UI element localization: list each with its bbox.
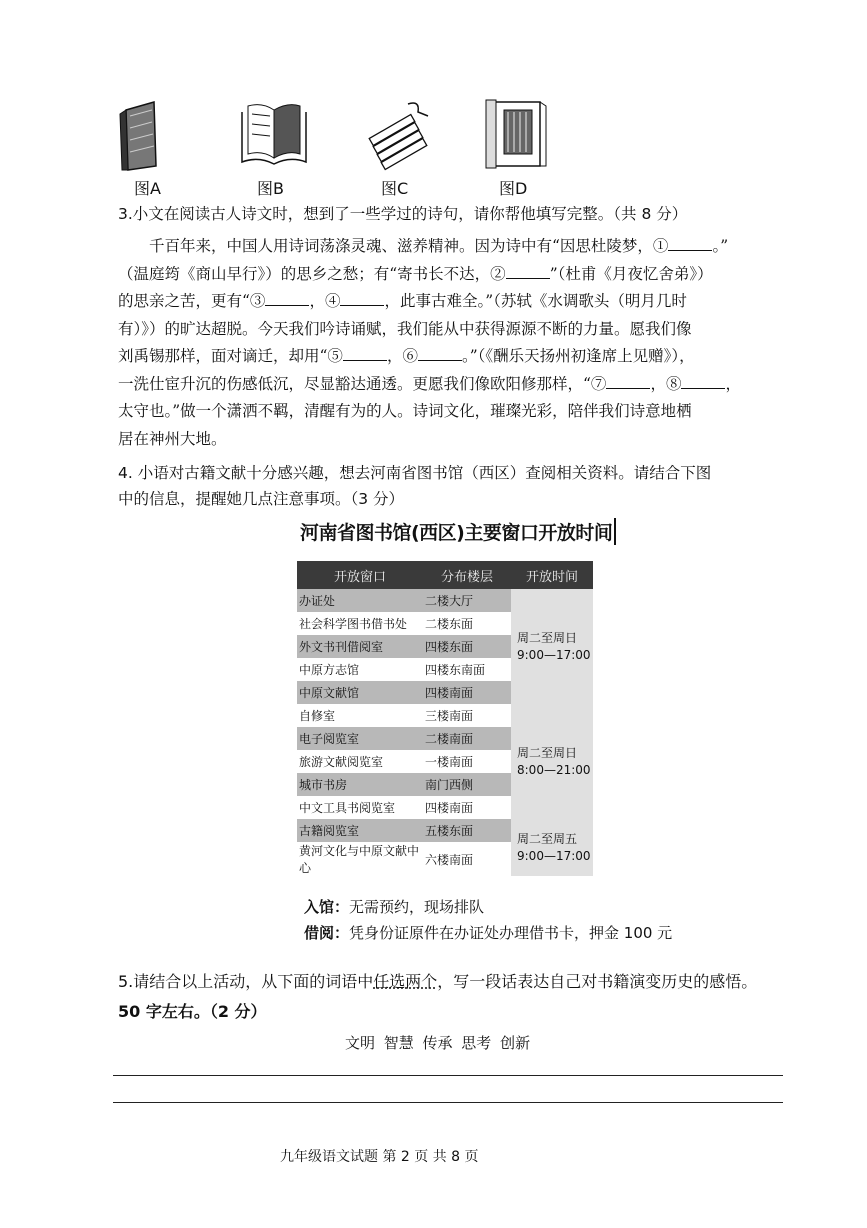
blank-8[interactable]	[681, 374, 725, 389]
floor-location: 三楼南面	[425, 709, 474, 723]
q5-text: ，写一段话表达自己对书籍演变历史的感悟。	[437, 972, 758, 991]
window-name: 办证处	[297, 589, 423, 612]
opening-hours	[511, 704, 593, 819]
question-4-heading-line1: 4. 小语对古籍文献十分感兴趣，想去河南省图书馆（西区）查阅相关资料。请结合下图	[118, 464, 712, 482]
window-name: 黄河文化与中原文献中心	[299, 844, 420, 875]
blank-4[interactable]	[340, 291, 384, 306]
q5-text: 5.请结合以上活动，从下面的词语中	[118, 972, 374, 991]
opening-time: 8:00—21:00	[517, 762, 591, 777]
window-name: 城市书房	[297, 773, 423, 796]
floor-location: 南门西侧	[423, 773, 511, 796]
passage-text: ，此事古难全。”（苏轼《水调歌头（明月几时	[384, 292, 687, 310]
table-header-row	[297, 561, 593, 589]
passage-text: ，⑧	[650, 374, 682, 393]
floor-location: 四楼东面	[423, 635, 511, 658]
column-header: 分布楼层	[423, 561, 511, 589]
blank-2[interactable]	[506, 264, 550, 279]
window-name: 中原方志馆	[299, 663, 360, 677]
window-name: 外文书刊借阅室	[297, 635, 423, 658]
figure-caption-b: 图B	[257, 179, 284, 198]
figure-caption-c: 图C	[381, 179, 409, 198]
passage-text: 一洗仕宦升沉的伤感低沉，尽显豁达通透。更愿我们像欧阳修那样，“⑦	[118, 374, 607, 393]
borrow-label: 借阅：	[304, 924, 350, 942]
passage-text: ，⑥	[386, 347, 418, 365]
question-5-line2: 50 字左右。（2 分）	[118, 1002, 267, 1021]
floor-location: 二楼东面	[425, 617, 474, 631]
book-icon	[114, 96, 194, 172]
page-footer: 九年级语文试题 第 2 页 共 8 页	[280, 1149, 479, 1165]
question-3-heading: 3.小文在阅读古人诗文时，想到了一些学过的诗句，请你帮他填写完整。（共 8 分）	[118, 205, 688, 223]
table-title: 河南省图书馆(西区)主要窗口开放时间	[300, 518, 616, 545]
answer-line[interactable]	[113, 1075, 783, 1076]
figure-caption-d: 图D	[499, 179, 528, 198]
passage-text: 居在神州大地。	[118, 429, 227, 448]
word-choices: 文明 智慧 传承 思考 创新	[345, 1034, 531, 1052]
table-row	[297, 589, 593, 612]
answer-line[interactable]	[113, 1102, 783, 1103]
column-header: 开放时间	[511, 561, 593, 589]
figure-caption-a: 图A	[134, 179, 161, 198]
floor-location: 四楼南面	[423, 681, 511, 704]
floor-location: 二楼大厅	[423, 589, 511, 612]
window-name: 电子阅览室	[297, 727, 423, 750]
passage-text: 有）》）的旷达超脱。今天我们吟诗诵赋，我们能从中获得源源不断的力量。愿我们像	[118, 319, 692, 338]
opening-time: 9:00—17:00	[517, 848, 591, 863]
passage-text: 太守也。”做一个潇洒不羁，清醒有为的人。诗词文化，璀璨光彩，陪伴我们诗意地栖	[118, 402, 692, 420]
opening-days: 周二至周日	[517, 630, 578, 645]
floor-location: 二楼南面	[423, 727, 511, 750]
entry-text: 无需预约，现场排队	[349, 898, 485, 916]
floor-location: 四楼南面	[425, 801, 474, 815]
passage-text: ，④	[309, 292, 341, 310]
blank-5[interactable]	[343, 346, 387, 361]
scroll-icon	[476, 96, 556, 172]
borrow-note	[304, 922, 672, 943]
window-name: 中文工具书阅览室	[299, 801, 396, 815]
blank-7[interactable]	[606, 374, 650, 389]
table-row	[297, 819, 593, 842]
passage-text: 刘禹锡那样，面对谪迁，却用“⑤	[118, 347, 343, 365]
borrow-text: 凭身份证原件在办证处办理借书卡，押金 100 元	[349, 924, 673, 942]
opening-time: 9:00—17:00	[517, 647, 591, 662]
floor-location: 五楼东面	[423, 819, 511, 842]
bamboo-slips-icon	[358, 96, 438, 172]
passage-text: ，	[725, 374, 741, 393]
passage-text: （温庭筠《商山早行》）的思乡之愁；有“寄书长不达，②	[118, 264, 506, 283]
window-name: 中原文献馆	[297, 681, 423, 704]
floor-location: 一楼南面	[425, 755, 474, 769]
passage-text: 千百年来，中国人用诗词荡涤灵魂、滋养精神。因为诗中有“因思杜陵梦，①	[149, 237, 669, 255]
blank-3[interactable]	[265, 291, 309, 306]
table-row	[297, 704, 593, 727]
window-name: 旅游文献阅览室	[299, 755, 384, 769]
blank-1[interactable]	[668, 236, 712, 251]
window-name: 社会科学图书借书处	[299, 617, 408, 631]
opening-hours	[511, 589, 593, 704]
opening-hours	[511, 819, 593, 876]
blank-6[interactable]	[418, 346, 462, 361]
passage-text: 。”	[712, 237, 729, 255]
floor-location: 六楼南面	[425, 852, 474, 867]
opening-days: 周二至周日	[517, 745, 578, 760]
q5-emphasis: 任选两个	[373, 972, 438, 991]
window-name: 古籍阅览室	[297, 819, 423, 842]
entry-note	[304, 896, 484, 917]
passage-text: 。”（《酬乐天扬州初逢席上见赠》），	[461, 347, 695, 365]
column-header: 开放窗口	[297, 561, 423, 589]
floor-location: 四楼东南面	[425, 663, 486, 677]
open-book-icon	[234, 96, 314, 172]
opening-days: 周二至周五	[517, 831, 578, 846]
question-4-heading-line2: 中的信息，提醒她几点注意事项。（3 分）	[118, 490, 405, 508]
passage-text: ”（杜甫《月夜忆舍弟》）	[549, 264, 713, 283]
question-5-line1	[118, 972, 757, 992]
question-3-passage	[118, 233, 778, 453]
entry-label: 入馆：	[304, 898, 350, 916]
passage-text: 的思亲之苦，更有“③	[118, 292, 266, 310]
window-name: 自修室	[299, 709, 336, 723]
opening-hours-table	[297, 561, 593, 876]
